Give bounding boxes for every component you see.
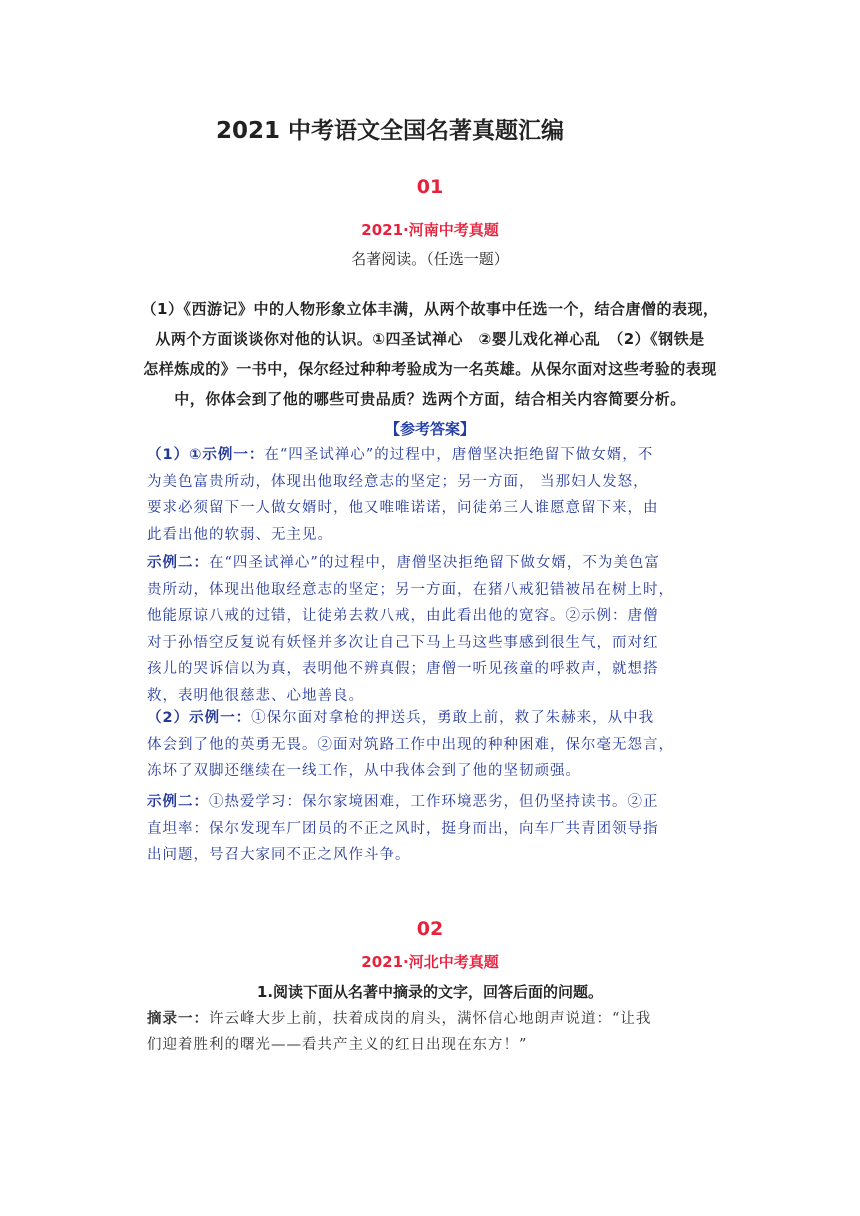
question-line-1: （1）《西游记》中的人物形象立体丰满，从两个故事中任选一个，结合唐僧的表现， [141,300,719,318]
excerpt-1 [147,1006,717,1058]
document-title: 2021 中考语文全国名著真题汇编 [215,118,565,144]
section-number-01: 01 [416,176,444,198]
answer-2-example-1 [147,705,717,785]
answer-1-example-2 [147,550,717,709]
answer-text: 救，表明他很慈悲、心地善良。 [147,687,364,704]
section-number-02: 02 [416,918,444,940]
answer-text: 为美色富贵所动，体现出他取经意志的坚定；另一方面， 当那妇人发怒， [147,473,649,490]
answer-text: ①保尔面对拿枪的押送兵，勇敢上前，救了朱赫来，从中我 [251,710,655,726]
answer-text: 对于孙悟空反复说有妖怪并多次让自己下马上马这些事感到很生气，而对红 [147,634,659,651]
answer-text: 在“四圣试禅心”的过程中，唐僧坚决拒绝留下做女婿，不为美色富 [209,555,660,571]
answer-text: 体会到了他的英勇无畏。②面对筑路工作中出现的种种困难，保尔毫无怨言， [147,736,674,753]
answer-label: 【参考答案】 [384,420,475,438]
answer-label-2-2: 示例二： [147,794,209,810]
answer-2-example-2 [147,789,717,869]
answer-text: 要求必须留下一人做女婿时，他又唯唯诺诺，问徒弟三人谁愿意留下来，由 [147,500,659,516]
section-heading-henan: 2021·河南中考真题 [361,221,499,239]
answer-text: 贵所动，体现出他取经意志的坚定；另一方面，在猪八戒犯错被吊在树上时， [147,581,674,598]
answer-text: 在“四圣试禅心”的过程中，唐僧坚决拒绝留下做女婿，不 [264,447,654,463]
answer-text: 直坦率：保尔发现车厂团员的不正之风时，挺身而出，向车厂共青团领导指 [147,820,659,837]
excerpt-label: 摘录一： [147,1011,209,1027]
answer-text: ①热爱学习：保尔家境困难，工作环境恶劣，但仍坚持读书。②正 [209,794,659,810]
answer-text: 此看出他的软弱、无主见。 [147,526,333,543]
section-heading-hebei: 2021·河北中考真题 [361,953,499,971]
question-line-2: 从两个方面谈谈你对他的认识。①四圣试禅心 ②婴儿戏化禅心乱 （2）《钢铁是 [155,330,705,348]
answer-label-1-1: （1）①示例一： [147,447,265,463]
answer-text: 冻坏了双脚还继续在一线工作，从中我体会到了他的坚韧顽强。 [147,763,581,779]
answer-label-2-1: （2）示例一： [147,710,252,726]
answer-1-example-1 [147,442,717,548]
question-line-3: 怎样炼成的》一书中，保尔经过种种考验成为一名英雄。从保尔面对这些考验的表现 [143,360,717,378]
question-2-1: 1.阅读下面从名著中摘录的文字，回答后面的问题。 [256,983,604,1001]
answer-text: 他能原谅八戒的过错，让徒弟去救八戒，由此看出他的宽容。②示例：唐僧 [147,608,659,624]
reading-instruction: 名著阅读。（任选一题） [351,250,509,268]
answer-text: 孩儿的哭诉信以为真，表明他不辨真假；唐僧一听见孩童的呼救声，就想搭 [147,661,659,677]
answer-text: 出问题，号召大家同不正之风作斗争。 [147,847,411,863]
answer-label-1-2: 示例二： [147,555,209,571]
excerpt-text: 许云峰大步上前，扶着成岗的肩头，满怀信心地朗声说道：“让我 [209,1011,652,1027]
question-line-4: 中，你体会到了他的哪些可贵品质？选两个方面，结合相关内容简要分析。 [174,390,686,408]
excerpt-text: 们迎着胜利的曙光——看共产主义的红日出现在东方！” [147,1037,528,1053]
